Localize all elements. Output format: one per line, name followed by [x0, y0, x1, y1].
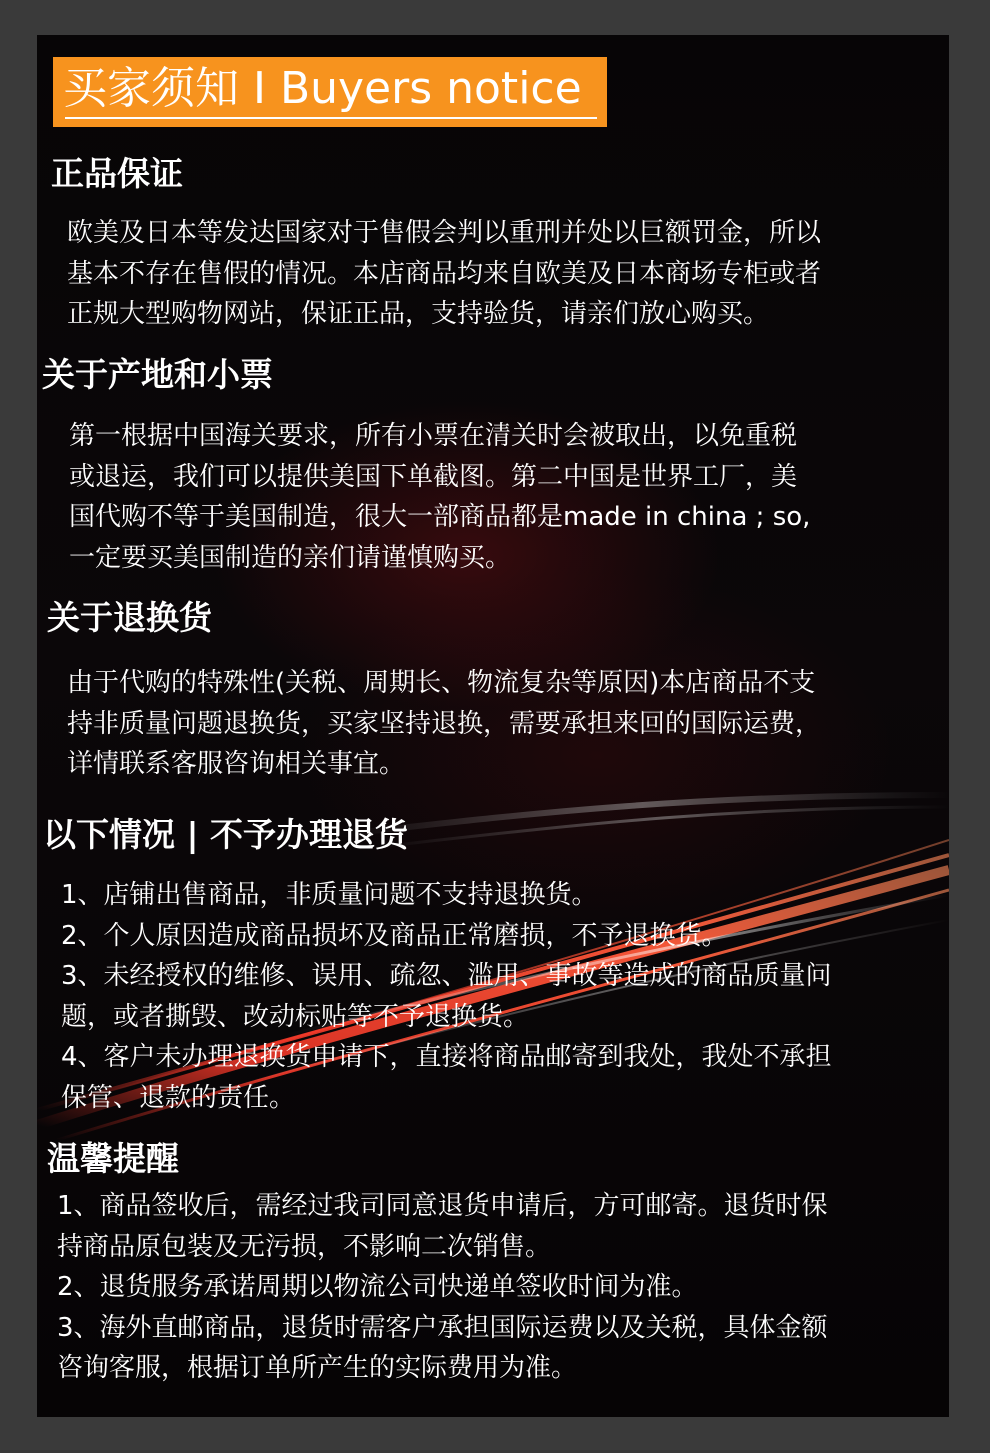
body-line: 正规大型购物网站，保证正品，支持验货，请亲们放心购买。	[67, 299, 770, 329]
list-item: 题，或者撕毁、改动标贴等不予退换货。	[61, 1001, 530, 1032]
body-line: 详情联系客服咨询相关事宜。	[67, 749, 406, 779]
section-heading-origin-receipt: 关于产地和小票	[42, 355, 273, 394]
body-line: 第一根据中国海关要求，所有小票在清关时会被取出，以免重税	[69, 421, 798, 451]
list-item: 咨询客服，根据订单所产生的实际费用为准。	[57, 1353, 578, 1383]
section-heading-no-returns: 以下情况 | 不予办理退货	[43, 815, 409, 854]
list-item: 4、客户未办理退换货申请下，直接将商品邮寄到我处，我处不承担	[61, 1042, 832, 1072]
body-line: 一定要买美国制造的亲们请谨慎购买。	[69, 542, 512, 573]
body-line: 由于代购的特殊性(关税、周期长、物流复杂等原因)本店商品不支	[67, 668, 816, 698]
section-body-reminder	[57, 1186, 828, 1389]
body-line: 欧美及日本等发达国家对于售假会判以重刑并处以巨额罚金，所以	[67, 218, 822, 248]
title-banner	[53, 57, 607, 127]
list-item: 持商品原包装及无污损，不影响二次销售。	[57, 1231, 552, 1262]
body-line: 国代购不等于美国制造，很大一部商品都是made in china ; so,	[69, 502, 811, 532]
list-item: 3、海外直邮商品，退货时需客户承担国际运费以及关税，具体金额	[57, 1312, 828, 1343]
page-title: 买家须知 I Buyers notice	[63, 63, 582, 114]
section-body-returns	[67, 663, 821, 785]
body-line: 基本不存在售假的情况。本店商品均来自欧美及日本商场专柜或者	[67, 258, 822, 289]
list-item: 保管、退款的责任。	[61, 1082, 296, 1113]
section-heading-returns: 关于退换货	[47, 598, 212, 637]
title-underline	[65, 117, 597, 119]
section-body-no-returns	[61, 875, 832, 1118]
section-heading-reminder: 温馨提醒	[47, 1139, 179, 1178]
section-body-authenticity	[67, 213, 821, 335]
list-item: 2、个人原因造成商品损坏及商品正常磨损，不予退换货。	[61, 920, 728, 951]
body-line: 或退运，我们可以提供美国下单截图。第二中国是世界工厂，美	[69, 461, 798, 492]
section-heading-authenticity: 正品保证	[51, 154, 183, 193]
notice-panel	[37, 35, 949, 1417]
list-item: 3、未经授权的维修、误用、疏忽、滥用、事故等造成的商品质量问	[61, 961, 832, 991]
list-item: 1、商品签收后，需经过我司同意退货申请后，方可邮寄。退货时保	[57, 1191, 828, 1221]
section-body-origin-receipt	[69, 416, 810, 578]
body-line: 持非质量问题退换货，买家坚持退换，需要承担来回的国际运费，	[67, 708, 822, 739]
list-item: 1、店铺出售商品，非质量问题不支持退换货。	[61, 880, 598, 910]
list-item: 2、退货服务承诺周期以物流公司快递单签收时间为准。	[57, 1272, 698, 1302]
